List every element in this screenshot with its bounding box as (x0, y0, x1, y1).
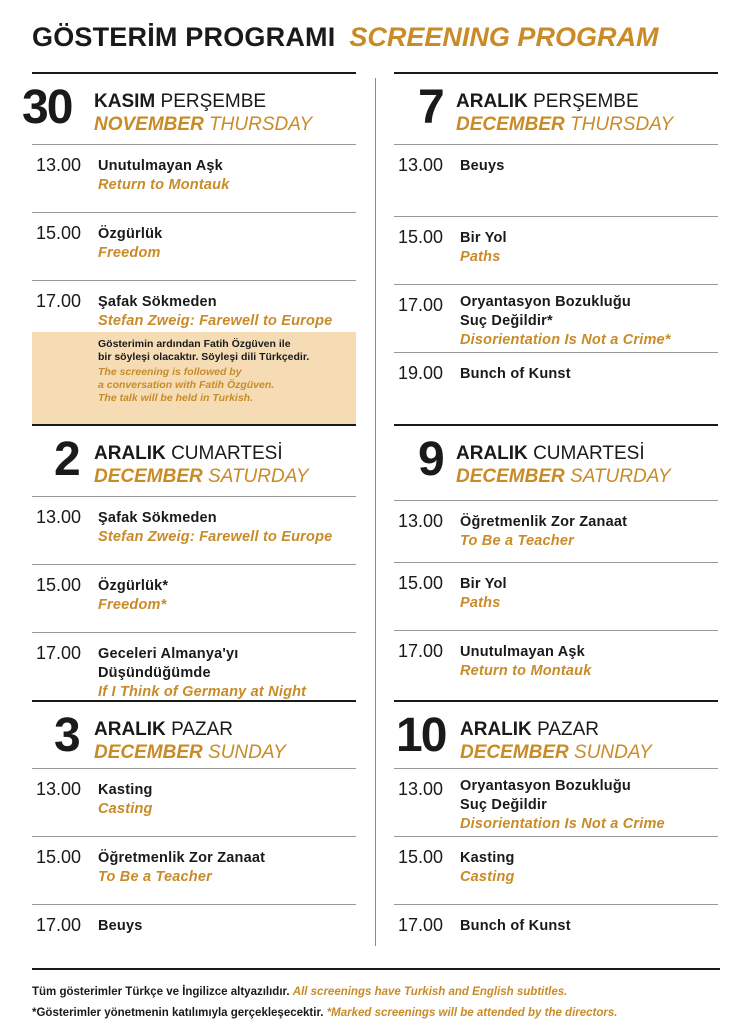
day-block (394, 700, 718, 944)
film-title-tr: Bir Yol (460, 230, 507, 246)
day-header (394, 426, 718, 500)
screening-slot (32, 212, 356, 280)
note-text-tr: bir söyleşi olacaktır. Söyleşi dili Türkçedir. (98, 351, 310, 363)
screening-titles (460, 365, 722, 384)
film-title-tr: Bir Yol (460, 576, 507, 592)
screening-time: 13.00 (36, 155, 82, 175)
screening-slot (394, 630, 718, 698)
screening-slot (32, 768, 356, 836)
screening-slot (394, 562, 718, 630)
weekday-tr: PERŞEMBE (533, 91, 639, 112)
day-header (22, 74, 356, 144)
day-block (394, 424, 718, 698)
day-number: 2 (54, 433, 79, 486)
day-header (32, 702, 356, 768)
month-en: DECEMBER (94, 466, 203, 487)
note-text-en: a conversation with Fatih Özgüven. (98, 379, 275, 391)
film-title-en: Casting (98, 801, 153, 817)
screening-slot (394, 500, 718, 562)
month-en: DECEMBER (456, 114, 565, 135)
day-labels (456, 90, 673, 136)
page-header (32, 22, 732, 62)
weekday-tr: PAZAR (171, 719, 233, 740)
screening-titles (98, 225, 360, 263)
month-en: DECEMBER (456, 466, 565, 487)
film-title-en: Return to Montauk (460, 663, 592, 679)
day-labels (94, 442, 309, 488)
film-title-tr: Bunch of Kunst (460, 918, 571, 934)
screening-time: 13.00 (36, 779, 82, 799)
screening-time: 13.00 (398, 511, 444, 531)
film-title-en: Casting (460, 869, 515, 885)
film-title-en: If I Think of Germany at Night (98, 684, 307, 700)
weekday-tr: PAZAR (537, 719, 599, 740)
column-divider (375, 78, 376, 946)
screening-time: 17.00 (36, 643, 82, 663)
title-english: SCREENING PROGRAM (349, 22, 659, 52)
film-title-en: To Be a Teacher (460, 533, 574, 549)
footer-notes (32, 968, 720, 1024)
film-title-tr-line2: Suç Değildir* (460, 313, 553, 329)
film-title-tr: Şafak Sökmeden (98, 294, 217, 310)
screening-titles (98, 849, 360, 887)
talk-note (32, 332, 356, 424)
month-en: NOVEMBER (94, 114, 204, 135)
film-title-en: Return to Montauk (98, 177, 230, 193)
month-tr: ARALIK (94, 719, 166, 740)
footer-text-tr: Tüm gösterimler Türkçe ve İngilizce altyazılıdır. (32, 986, 290, 998)
screening-slot (32, 496, 356, 564)
screening-slot (394, 768, 718, 836)
weekday-en: THURSDAY (570, 114, 674, 135)
day-header (394, 702, 718, 768)
day-labels (456, 442, 671, 488)
day-number: 10 (396, 709, 446, 762)
film-title-tr-line2: Suç Değildir (460, 797, 547, 813)
film-title-tr: Kasting (98, 782, 153, 798)
screening-titles (460, 513, 722, 551)
screening-titles (460, 849, 722, 887)
screening-titles (98, 157, 360, 195)
weekday-tr: PERŞEMBE (160, 91, 267, 112)
screening-slot (394, 216, 718, 284)
film-title-tr: Özgürlük* (98, 578, 169, 594)
note-text-tr: Gösterimin ardından Fatih Özgüven ile (98, 338, 291, 350)
weekday-tr: CUMARTESİ (533, 443, 645, 464)
screening-time: 17.00 (36, 291, 82, 311)
film-title-tr: Unutulmayan Aşk (460, 644, 585, 660)
screening-titles (460, 229, 722, 267)
day-labels (94, 90, 312, 136)
screening-slot (32, 904, 356, 944)
film-title-tr: Unutulmayan Aşk (98, 158, 223, 174)
screening-time: 15.00 (36, 575, 82, 595)
screening-titles (460, 293, 722, 350)
screening-slot (394, 352, 718, 424)
day-number: 9 (418, 433, 443, 486)
day-block (32, 700, 356, 944)
screening-time: 13.00 (398, 155, 444, 175)
screening-titles (460, 643, 722, 681)
footer-text-en: *Marked screenings will be attended by the directors. (326, 1007, 618, 1019)
film-title-tr: Öğretmenlik Zor Zanaat (98, 850, 266, 866)
day-labels (460, 718, 652, 764)
note-text-en: The screening is followed by (98, 366, 242, 378)
film-title-en: Paths (460, 595, 501, 611)
film-title-tr: Kasting (460, 850, 515, 866)
screening-titles (460, 917, 722, 936)
day-block (32, 424, 356, 704)
screening-slot (32, 836, 356, 904)
footer-text-en: All screenings have Turkish and English subtitles. (292, 986, 568, 998)
screening-slot (394, 144, 718, 216)
film-title-tr-line2: Düşündüğümde (98, 665, 211, 681)
screening-slot (394, 836, 718, 904)
screening-time: 17.00 (398, 915, 444, 935)
screening-time: 13.00 (398, 779, 444, 799)
month-tr: ARALIK (460, 719, 532, 740)
day-number: 3 (54, 709, 79, 762)
film-title-en: To Be a Teacher (98, 869, 212, 885)
footer-line-subtitles (32, 982, 720, 1003)
month-tr: KASIM (94, 91, 156, 112)
film-title-en: Disorientation Is Not a Crime (460, 816, 665, 832)
screening-titles (98, 645, 360, 702)
screening-slot (394, 904, 718, 944)
weekday-en: SATURDAY (208, 466, 309, 487)
title-turkish: GÖSTERİM PROGRAMI (32, 22, 336, 52)
screening-time: 15.00 (398, 573, 444, 593)
footer-text-tr: *Gösterimler yönetmenin katılımıyla gerçekleşecektir. (32, 1007, 324, 1019)
month-en: DECEMBER (94, 742, 203, 763)
film-title-tr: Beuys (98, 918, 143, 934)
screening-titles (460, 157, 722, 176)
film-title-en: Stefan Zweig: Farewell to Europe (98, 313, 333, 329)
screening-slot (32, 280, 356, 330)
screening-slot (32, 564, 356, 632)
screening-titles (98, 293, 360, 331)
screening-titles (460, 575, 722, 613)
film-title-en: Freedom (98, 245, 161, 261)
screening-slot (32, 144, 356, 212)
film-title-tr: Oryantasyon Bozukluğu (460, 294, 631, 310)
film-title-tr: Beuys (460, 158, 505, 174)
month-tr: ARALIK (456, 443, 528, 464)
screening-titles (460, 777, 722, 834)
month-tr: ARALIK (94, 443, 166, 464)
day-labels (94, 718, 286, 764)
screening-time: 15.00 (36, 223, 82, 243)
film-title-en: Stefan Zweig: Farewell to Europe (98, 529, 333, 545)
film-title-en: Paths (460, 249, 501, 265)
weekday-tr: CUMARTESİ (171, 443, 283, 464)
screening-time: 15.00 (36, 847, 82, 867)
screening-titles (98, 781, 360, 819)
film-title-tr: Özgürlük (98, 226, 163, 242)
screening-titles (98, 577, 360, 615)
month-tr: ARALIK (456, 91, 528, 112)
screening-time: 15.00 (398, 227, 444, 247)
screening-time: 17.00 (398, 641, 444, 661)
film-title-tr: Şafak Sökmeden (98, 510, 217, 526)
screening-time: 17.00 (36, 915, 82, 935)
weekday-en: THURSDAY (209, 114, 313, 135)
weekday-en: SATURDAY (570, 466, 671, 487)
day-header (32, 426, 356, 496)
screening-time: 19.00 (398, 363, 444, 383)
film-title-tr: Oryantasyon Bozukluğu (460, 778, 631, 794)
day-block (394, 72, 718, 424)
screening-time: 13.00 (36, 507, 82, 527)
month-en: DECEMBER (460, 742, 569, 763)
film-title-tr: Öğretmenlik Zor Zanaat (460, 514, 628, 530)
day-number: 7 (418, 81, 443, 134)
footer-line-directors (32, 1003, 720, 1024)
weekday-en: SUNDAY (208, 742, 286, 763)
note-text-en: The talk will be held in Turkish. (98, 392, 254, 404)
film-title-tr: Geceleri Almanya'yı (98, 646, 239, 662)
day-number: 30 (22, 81, 72, 134)
film-title-tr: Bunch of Kunst (460, 366, 571, 382)
screening-time: 15.00 (398, 847, 444, 867)
day-block (22, 72, 356, 404)
weekday-en: SUNDAY (574, 742, 652, 763)
film-title-en: Disorientation Is Not a Crime* (460, 332, 671, 348)
screening-titles (98, 509, 360, 547)
screening-titles (98, 917, 360, 936)
screening-slot (394, 284, 718, 352)
screening-time: 17.00 (398, 295, 444, 315)
screening-slot (32, 632, 356, 704)
film-title-en: Freedom* (98, 597, 167, 613)
day-header (394, 74, 718, 144)
